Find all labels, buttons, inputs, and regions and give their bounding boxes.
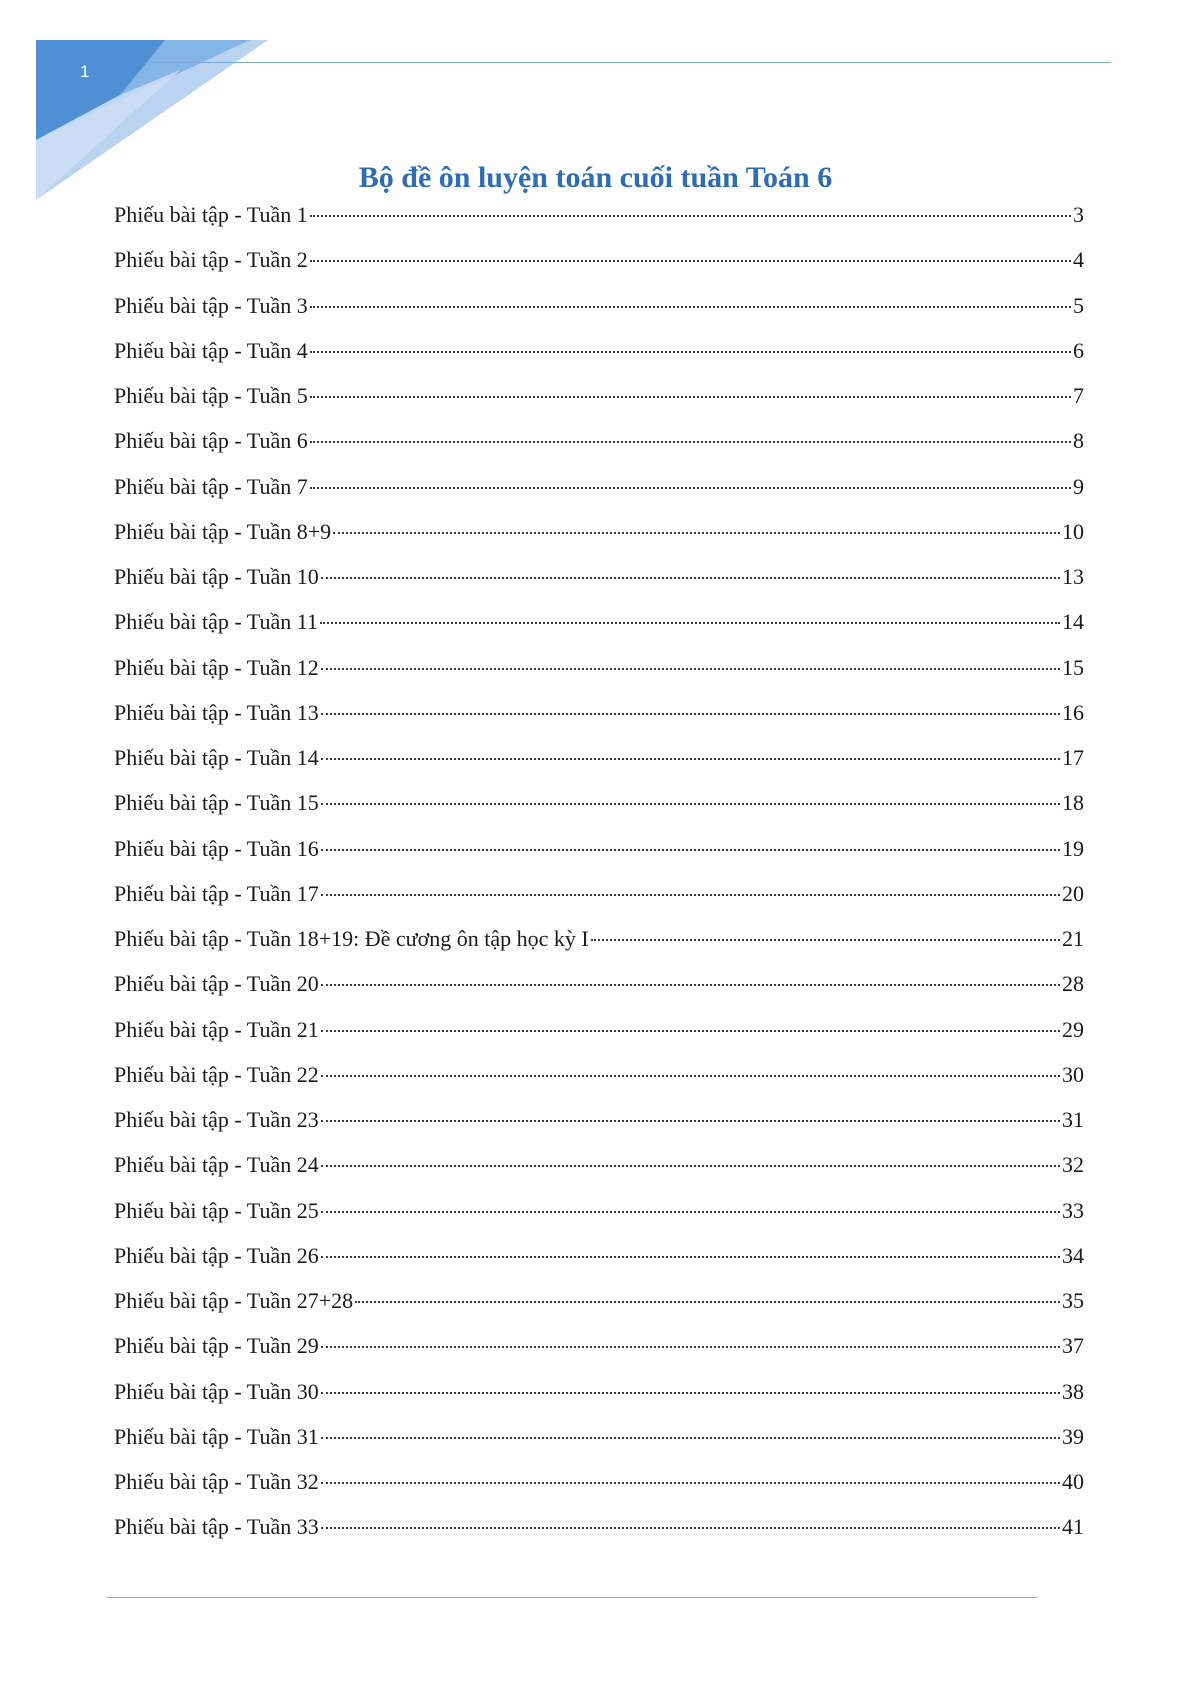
toc-entry-page: 20	[1062, 880, 1084, 906]
toc-entry-label: Phiếu bài tập - Tuần 26	[114, 1242, 319, 1268]
toc-entry-label: Phiếu bài tập - Tuần 23	[114, 1107, 319, 1132]
toc-entry-page: 16	[1062, 699, 1084, 725]
toc-entry[interactable]	[114, 1103, 1084, 1148]
toc-entry-page: 19	[1062, 835, 1084, 861]
toc-dot-leader	[321, 1527, 1060, 1529]
toc-entry[interactable]	[114, 1058, 1084, 1103]
toc-entry-label: Phiếu bài tập - Tuần 15	[114, 790, 319, 816]
toc-entry-label: Phiếu bài tập - Tuần 18+19: Đề cương ôn tập học kỳ I	[114, 926, 589, 951]
toc-dot-leader	[321, 1030, 1060, 1032]
toc-entry-label: Phiếu bài tập - Tuần 14	[114, 745, 319, 770]
toc-entry-page: 9	[1073, 473, 1084, 499]
toc-entry[interactable]	[114, 1239, 1084, 1284]
toc-entry-page: 35	[1062, 1288, 1084, 1313]
toc-entry[interactable]	[114, 651, 1084, 696]
toc-entry-page: 31	[1062, 1107, 1084, 1132]
toc-entry-page: 30	[1062, 1061, 1084, 1087]
toc-entry-page: 40	[1062, 1469, 1084, 1494]
toc-entry[interactable]	[114, 1375, 1084, 1420]
toc-entry-page: 6	[1073, 337, 1084, 363]
toc-entry-page: 8	[1073, 428, 1084, 454]
toc-entry-label: Phiếu bài tập - Tuần 1	[114, 202, 308, 227]
toc-entry[interactable]	[114, 877, 1084, 922]
toc-entry-label: Phiếu bài tập - Tuần 21	[114, 1016, 319, 1042]
toc-entry[interactable]	[114, 741, 1084, 786]
toc-entry-page: 18	[1062, 790, 1084, 816]
page-title: Bộ đề ôn luyện toán cuối tuần Toán 6	[358, 161, 833, 194]
toc-entry-label: Phiếu bài tập - Tuần 30	[114, 1378, 319, 1404]
toc-dot-leader	[321, 1211, 1060, 1213]
toc-entry[interactable]	[114, 515, 1084, 560]
toc-dot-leader	[321, 849, 1060, 851]
toc-entry-page: 7	[1073, 383, 1084, 408]
toc-entry[interactable]	[114, 560, 1084, 605]
toc-entry-label: Phiếu bài tập - Tuần 11	[114, 609, 318, 635]
toc-entry-page: 3	[1073, 202, 1084, 227]
toc-entry-label: Phiếu bài tập - Tuần 22	[114, 1061, 319, 1087]
header-rule	[150, 62, 1111, 63]
toc-dot-leader	[321, 1120, 1060, 1122]
toc-entry-label: Phiếu bài tập - Tuần 10	[114, 564, 319, 589]
toc-entry-label: Phiếu bài tập - Tuần 27+28	[114, 1288, 354, 1313]
page-number: 1	[80, 62, 90, 81]
toc-entry[interactable]	[114, 198, 1084, 243]
toc-entry-page: 21	[1062, 926, 1084, 951]
toc-entry[interactable]	[114, 967, 1084, 1012]
toc-dot-leader	[591, 939, 1060, 941]
toc-dot-leader	[321, 758, 1060, 760]
toc-entry-page: 10	[1062, 518, 1084, 544]
toc-entry-label: Phiếu bài tập - Tuần 29	[114, 1333, 319, 1359]
toc-entry-label: Phiếu bài tập - Tuần 16	[114, 835, 319, 861]
toc-entry-page: 38	[1062, 1378, 1084, 1404]
toc-entry[interactable]	[114, 696, 1084, 741]
toc-entry-label: Phiếu bài tập - Tuần 5	[114, 383, 308, 408]
toc-entry-page: 4	[1073, 247, 1084, 273]
toc-dot-leader	[321, 803, 1060, 805]
toc-dot-leader	[321, 894, 1060, 896]
toc-entry[interactable]	[114, 832, 1084, 877]
footer-rule	[107, 1597, 1037, 1598]
toc-dot-leader	[321, 577, 1060, 579]
toc-entry[interactable]	[114, 1013, 1084, 1058]
toc-entry-label: Phiếu bài tập - Tuần 7	[114, 473, 308, 499]
toc-entry-label: Phiếu bài tập - Tuần 2	[114, 247, 308, 273]
toc-entry[interactable]	[114, 1329, 1084, 1374]
toc-dot-leader	[310, 260, 1071, 262]
toc-dot-leader	[321, 1256, 1060, 1258]
toc-dot-leader	[310, 487, 1071, 489]
toc-dot-leader	[321, 668, 1060, 670]
toc-entry-page: 14	[1062, 609, 1084, 635]
toc-entry[interactable]	[114, 786, 1084, 831]
toc-dot-leader	[310, 306, 1071, 308]
toc-dot-leader	[310, 396, 1071, 398]
toc-dot-leader	[310, 215, 1071, 217]
toc-entry[interactable]	[114, 922, 1084, 967]
toc-dot-leader	[321, 1075, 1060, 1077]
toc-dot-leader	[310, 351, 1071, 353]
toc-dot-leader	[355, 1301, 1060, 1303]
toc-entry-page: 28	[1062, 971, 1084, 997]
toc-dot-leader	[321, 713, 1060, 715]
toc-entry-label: Phiếu bài tập - Tuần 3	[114, 292, 308, 318]
toc-entry[interactable]	[114, 379, 1084, 424]
toc-dot-leader	[321, 1346, 1060, 1348]
toc-dot-leader	[321, 984, 1060, 986]
toc-entry[interactable]	[114, 1465, 1084, 1510]
toc-entry-label: Phiếu bài tập - Tuần 13	[114, 699, 319, 725]
toc-dot-leader	[321, 1392, 1060, 1394]
toc-entry-label: Phiếu bài tập - Tuần 32	[114, 1469, 319, 1494]
toc-entry-page: 5	[1073, 292, 1084, 318]
toc-entry[interactable]	[114, 1420, 1084, 1465]
toc-entry[interactable]	[114, 1284, 1084, 1329]
toc-entry-label: Phiếu bài tập - Tuần 20	[114, 971, 319, 997]
toc-entry-page: 15	[1062, 654, 1084, 680]
toc-entry-page: 13	[1062, 564, 1084, 589]
toc-entry-label: Phiếu bài tập - Tuần 4	[114, 337, 308, 363]
toc-entry[interactable]	[114, 424, 1084, 469]
toc-dot-leader	[321, 1482, 1060, 1484]
toc-dot-leader	[310, 441, 1071, 443]
toc-entry-label: Phiếu bài tập - Tuần 12	[114, 654, 319, 680]
toc-entry[interactable]	[114, 605, 1084, 650]
toc-dot-leader	[321, 1165, 1060, 1167]
toc-dot-leader	[333, 532, 1060, 534]
toc-entry[interactable]	[114, 289, 1084, 334]
toc-entry-label: Phiếu bài tập - Tuần 33	[114, 1514, 319, 1540]
toc-entry-page: 41	[1062, 1514, 1084, 1540]
toc-entry-page: 17	[1062, 745, 1084, 770]
toc-entry-label: Phiếu bài tập - Tuần 17	[114, 880, 319, 906]
toc-entry[interactable]	[114, 243, 1084, 288]
toc-dot-leader	[321, 1437, 1060, 1439]
toc-dot-leader	[320, 622, 1060, 624]
toc-entry-label: Phiếu bài tập - Tuần 24	[114, 1152, 319, 1178]
toc-entry[interactable]	[114, 1510, 1084, 1555]
toc-entry-page: 37	[1062, 1333, 1084, 1359]
toc-entry[interactable]	[114, 1194, 1084, 1239]
toc-entry-page: 34	[1062, 1242, 1084, 1268]
toc-entry-page: 32	[1062, 1152, 1084, 1178]
toc-entry-label: Phiếu bài tập - Tuần 8+9	[114, 518, 332, 544]
toc-entry[interactable]	[114, 470, 1084, 515]
toc-entry-page: 29	[1062, 1016, 1084, 1042]
toc-entry-page: 39	[1062, 1423, 1084, 1449]
toc-entry-label: Phiếu bài tập - Tuần 25	[114, 1197, 319, 1223]
toc-entry-label: Phiếu bài tập - Tuần 31	[114, 1423, 319, 1449]
toc-entry-page: 33	[1062, 1197, 1084, 1223]
table-of-contents	[114, 198, 1084, 1556]
toc-entry[interactable]	[114, 1148, 1084, 1193]
toc-entry-label: Phiếu bài tập - Tuần 6	[114, 428, 308, 454]
toc-entry[interactable]	[114, 334, 1084, 379]
